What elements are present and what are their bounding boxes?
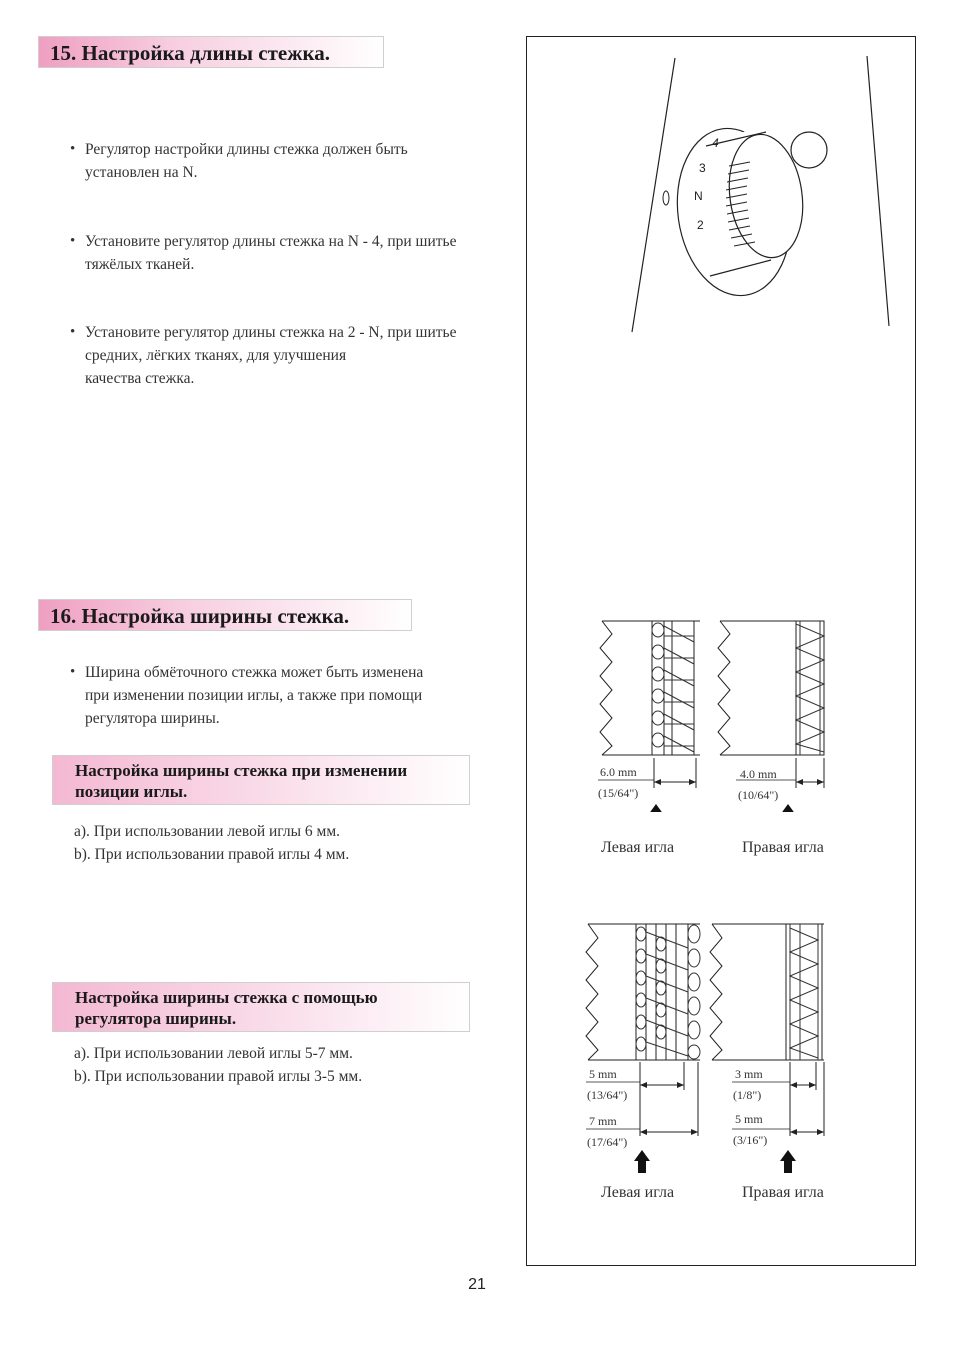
right-max-width-inch: (3/16") — [733, 1133, 768, 1147]
bullet-item — [70, 230, 510, 276]
list-item: a). При использовании левой иглы 5-7 мм. — [74, 1045, 353, 1062]
left-max-width-mm: 7 mm — [589, 1114, 617, 1128]
list-item: b). При использовании правой иглы 3-5 мм. — [74, 1068, 363, 1085]
dial-mark-2: 2 — [697, 218, 704, 232]
left-needle-stitch-sample — [598, 621, 700, 812]
right-width-inch: (10/64") — [738, 788, 779, 802]
subsection-needle-position-title: Настройка ширины стежка при изменении позиции иглы. — [52, 755, 470, 805]
right-min-width-inch: (1/8") — [733, 1088, 762, 1102]
stitch-length-dial-illustration — [526, 36, 916, 356]
section-16-title: 16. Настройка ширины стежка. — [38, 599, 412, 631]
bullet-text: Установите регулятор длины стежка на N - 4, при шитье тяжёлых тканей. — [85, 233, 457, 273]
bullet-dot: • — [70, 233, 76, 249]
bullet-item — [70, 321, 510, 390]
bullet-item — [70, 661, 510, 730]
right-min-width-mm: 3 mm — [735, 1067, 763, 1081]
bullet-text: Ширина обмёточного стежка может быть изменена при изменении позиции иглы, а также при помощи регулятора ширины. — [85, 664, 424, 727]
list-item: a). При использовании левой иглы 6 мм. — [74, 823, 341, 840]
needle-position-stitch-figure — [590, 612, 840, 812]
section-15-title: 15. Настройка длины стежка. — [38, 36, 384, 68]
bullet-dot: • — [70, 664, 76, 680]
left-width-inch: (15/64") — [598, 786, 639, 800]
left-max-width-inch: (17/64") — [587, 1135, 628, 1149]
left-needle-label: Левая игла — [601, 1184, 675, 1201]
right-needle-label: Правая игла — [742, 839, 824, 856]
subsection-width-regulator-title: Настройка ширины стежка с помощью регулятора ширины. — [52, 982, 470, 1032]
bullet-dot: • — [70, 324, 76, 340]
left-min-width-mm: 5 mm — [589, 1067, 617, 1081]
bullet-text: Установите регулятор длины стежка на 2 - N, при шитье средних, лёгких тканях, для улучшения качества стежка. — [85, 324, 457, 387]
left-width-mm: 6.0 mm — [600, 765, 637, 779]
right-needle-stitch-sample — [718, 621, 824, 812]
dial-mark-4: 4 — [712, 136, 719, 150]
left-needle-label: Левая игла — [601, 839, 675, 856]
bullet-dot: • — [70, 141, 76, 157]
page-number: 21 — [468, 1276, 486, 1293]
left-min-width-inch: (13/64") — [587, 1088, 628, 1102]
dial-mark-n: N — [694, 189, 703, 203]
bullet-item — [70, 138, 510, 184]
right-max-width-mm: 5 mm — [735, 1112, 763, 1126]
right-needle-label: Правая игла — [742, 1184, 824, 1201]
dial-mark-3: 3 — [699, 161, 706, 175]
list-item: b). При использовании правой иглы 4 мм. — [74, 846, 350, 863]
right-width-mm: 4.0 mm — [740, 767, 777, 781]
bullet-text: Регулятор настройки длины стежка должен быть установлен на N. — [85, 141, 408, 181]
